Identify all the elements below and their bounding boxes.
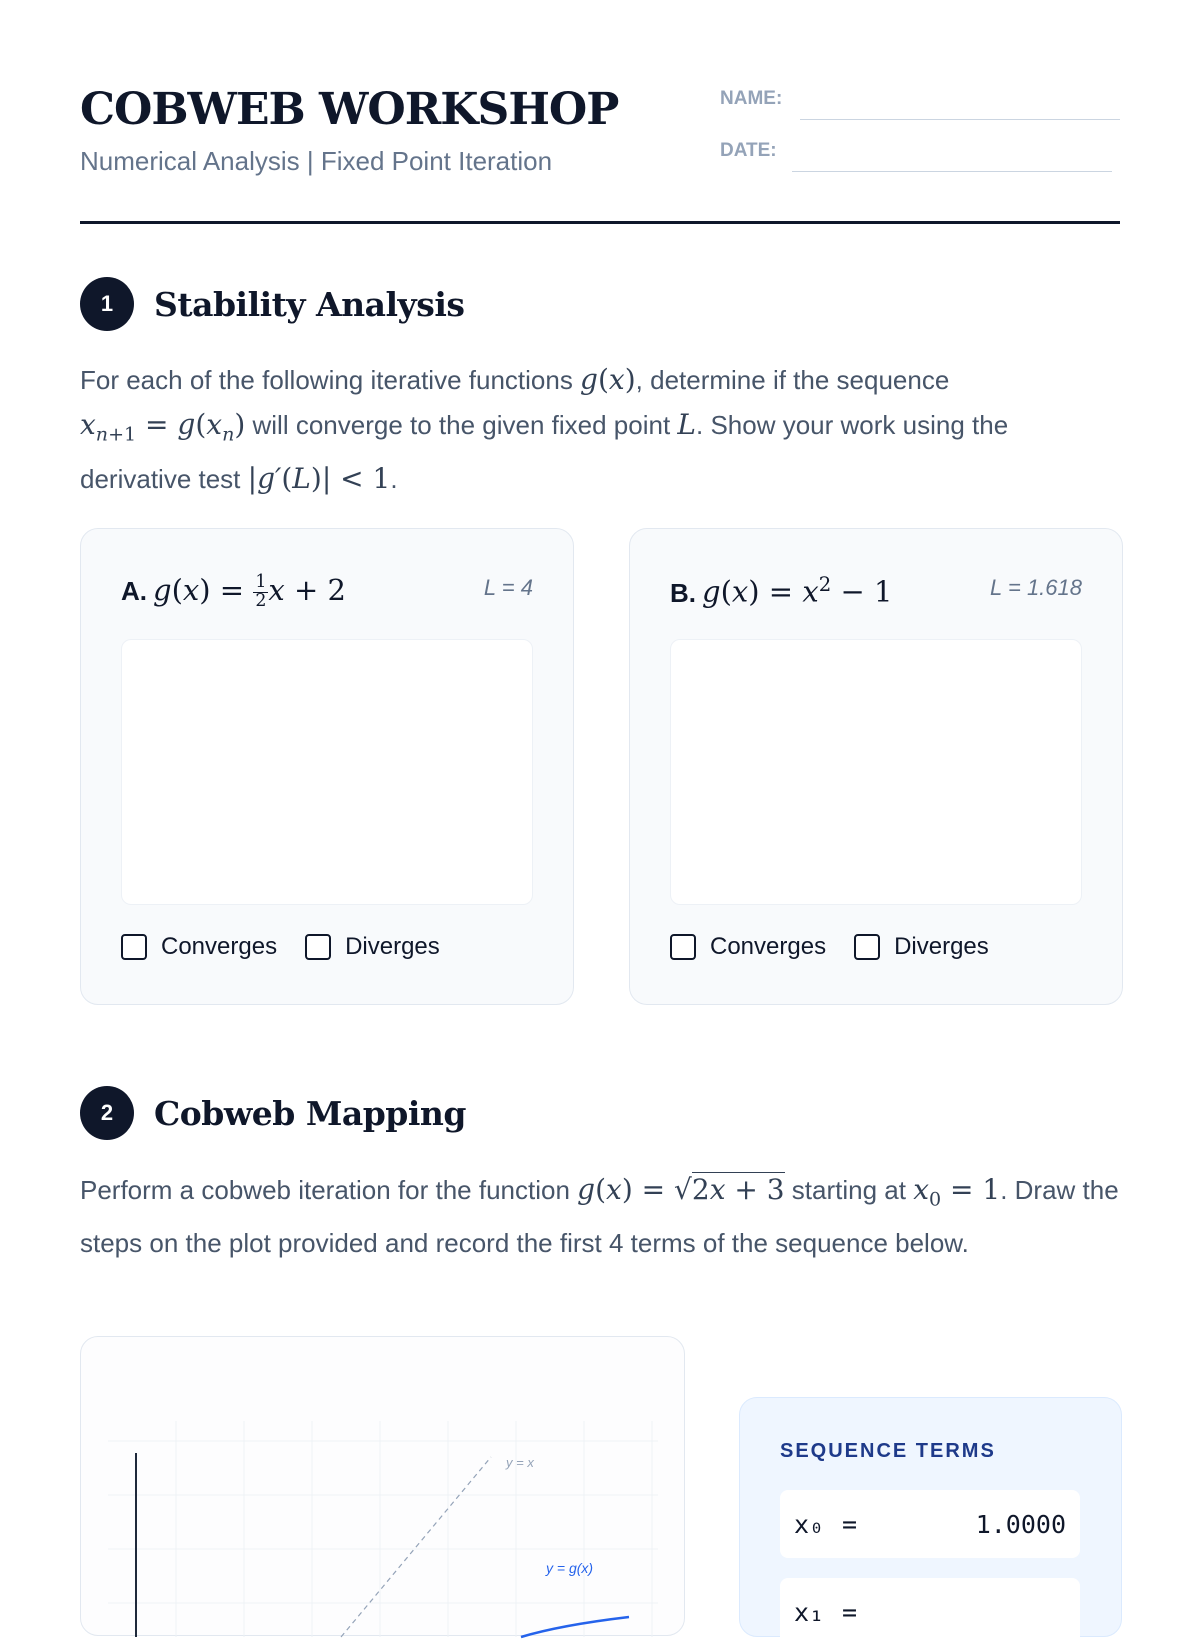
problem-b-label (670, 573, 892, 609)
diverges-label: Diverges (894, 933, 989, 960)
problem-a-converges-option[interactable] (121, 933, 277, 961)
worksheet-header (80, 78, 1120, 224)
sequence-terms-title: SEQUENCE TERMS (780, 1440, 996, 1462)
section-1-number-badge: 1 (80, 277, 134, 331)
section-2-title: Cobweb Mapping (154, 1093, 466, 1133)
cobweb-plot-card[interactable] (80, 1336, 685, 1636)
section-2-heading (80, 1086, 466, 1140)
section-2-number-badge: 2 (80, 1086, 134, 1140)
converges-label: Converges (710, 933, 827, 960)
instr-text: . Draw the steps on the plot provided and record the first 4 terms of the sequence below. (80, 1175, 1119, 1259)
math-iteration-formula: $x_{n+1} = g(x_n)$ (80, 407, 246, 446)
problem-card-b (629, 528, 1123, 1005)
worksheet-subtitle: Numerical Analysis | Fixed Point Iteration (80, 146, 553, 176)
math-cobweb-function: g(x) = √2x + 3 (577, 1173, 785, 1206)
sequence-term-value: 1.0000 (975, 1510, 1066, 1539)
sequence-term-name: x₁ (794, 1598, 825, 1627)
problem-b-converges-option[interactable] (670, 933, 826, 961)
problem-a-choices (121, 933, 468, 961)
checkbox-icon[interactable] (670, 934, 696, 960)
problem-a-letter: A. (121, 576, 147, 606)
section-2-instructions (80, 1168, 1120, 1266)
problem-b-diverges-option[interactable] (854, 933, 989, 961)
section-1-instructions (80, 358, 1120, 501)
sequence-equals: = (842, 1598, 858, 1627)
sequence-terms-panel (739, 1397, 1122, 1637)
sequence-term-name: x₀ (794, 1510, 825, 1539)
math-L: L (677, 407, 696, 441)
checkbox-icon[interactable] (854, 934, 880, 960)
g-curve (521, 1617, 629, 1637)
problem-b-function: $g(x) = x^2 - 1$ (702, 573, 893, 609)
math-g-of-x: g(x) (580, 363, 636, 396)
problem-card-a (80, 528, 574, 1005)
name-label: NAME: (720, 88, 783, 109)
diverges-label: Diverges (345, 933, 440, 960)
instr-text: For each of the following iterative functions (80, 365, 581, 395)
problem-a-fixed-point: L = 4 (483, 575, 533, 600)
plot-grid (108, 1421, 658, 1637)
section-1-title: Stability Analysis (154, 284, 465, 324)
converges-label: Converges (161, 933, 278, 960)
name-field[interactable] (720, 86, 1120, 120)
instr-text: starting at (784, 1175, 914, 1205)
problem-b-choices (670, 933, 1017, 961)
problem-b-work-area[interactable] (670, 639, 1082, 905)
math-derivative-test: |g′(L)| < 1 (247, 461, 391, 495)
g-curve-label: y = g(x) (546, 1560, 594, 1576)
instr-text: will converge to the given fixed point (245, 409, 678, 440)
sequence-equals: = (842, 1510, 858, 1539)
instr-text: , determine if the sequence (635, 365, 950, 395)
problem-b-fixed-point: L = 1.618 (990, 575, 1082, 600)
problem-a-diverges-option[interactable] (305, 933, 440, 961)
checkbox-icon[interactable] (121, 934, 147, 960)
sequence-row-x0[interactable] (780, 1490, 1080, 1558)
date-label: DATE: (720, 140, 777, 161)
problem-a-label (121, 573, 346, 610)
problem-a-function: g(x) = $\frac{1}{2}$ x + 2 (153, 572, 346, 611)
cobweb-plot[interactable] (81, 1337, 686, 1637)
identity-line-label: y = x (506, 1455, 534, 1470)
problem-b-letter: B. (670, 577, 696, 608)
problem-a-work-area[interactable] (121, 639, 533, 905)
date-input-line[interactable] (792, 138, 1112, 172)
checkbox-icon[interactable] (305, 934, 331, 960)
name-input-line[interactable] (800, 86, 1120, 120)
math-initial-value: $x_0 = 1$ (913, 1173, 1001, 1211)
identity-line (341, 1457, 491, 1637)
instr-text: . (390, 463, 398, 494)
worksheet-title: COBWEB WORKSHOP (80, 84, 619, 135)
instr-text: . Show your work using the derivative test (80, 409, 1009, 494)
date-field[interactable] (720, 138, 1112, 172)
sequence-row-x1[interactable] (780, 1578, 1080, 1646)
instr-text: Perform a cobweb iteration for the function (80, 1175, 578, 1205)
section-1-heading (80, 277, 464, 331)
